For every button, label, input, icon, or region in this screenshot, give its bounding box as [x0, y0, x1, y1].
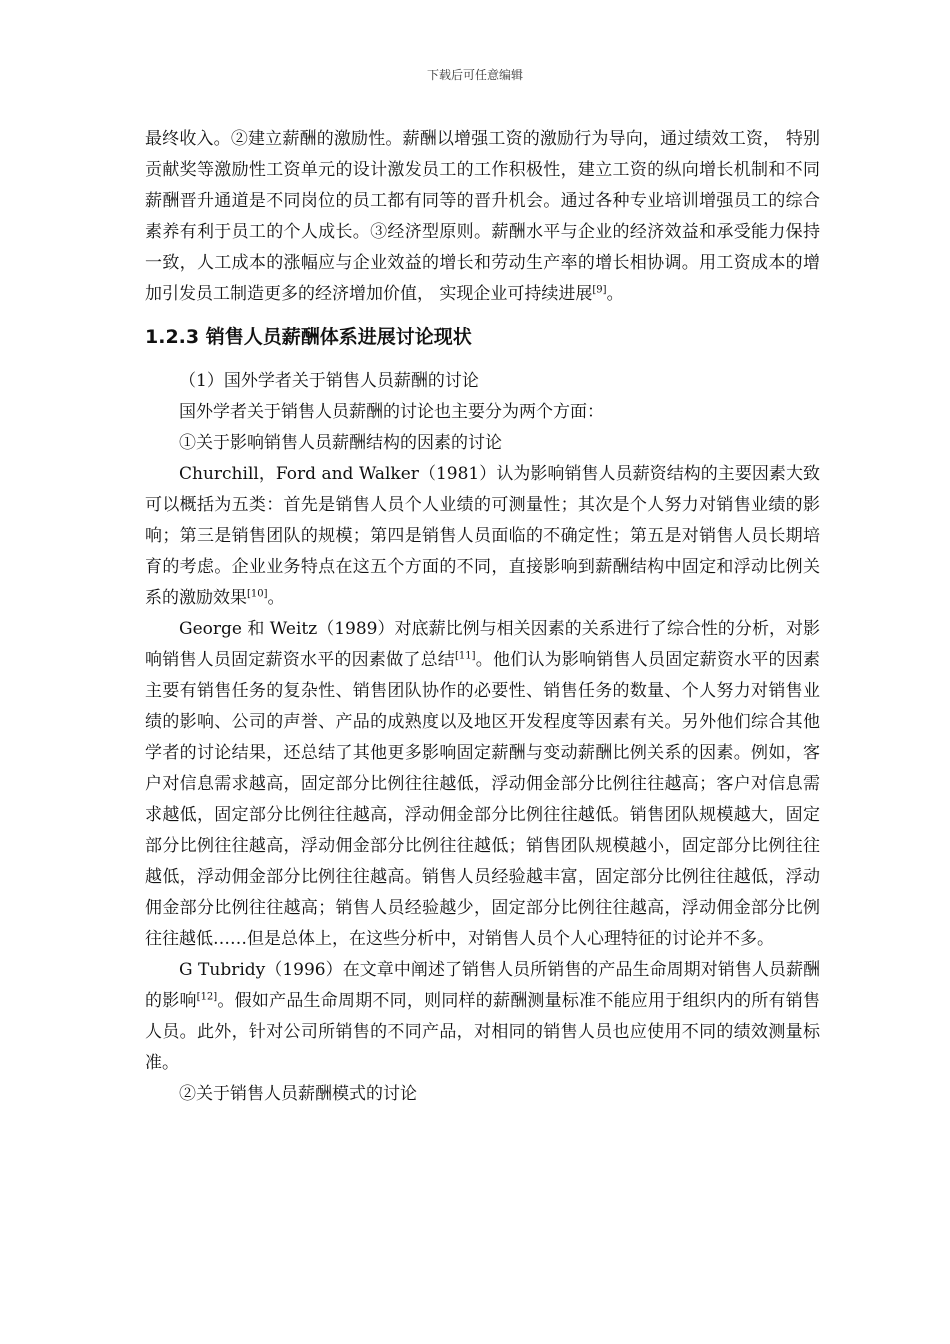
paragraph-tail: 。: [606, 284, 624, 304]
citation-ref: [12]: [196, 991, 218, 1003]
paragraph-two-aspects: 国外学者关于销售人员薪酬的讨论也主要分为两个方面：: [179, 402, 604, 422]
paragraph-compensation-principles: [145, 124, 820, 310]
subheading-foreign-research: （1）国外学者关于销售人员薪酬的讨论: [179, 371, 479, 391]
document-body: [145, 124, 820, 1110]
paragraph-text: 最终收入。②建立薪酬的激励性。薪酬以增强工资的激励行为导向，通过绩效工资， 特别贡献奖等激励性工资单元的设计激发员工的工作积极性，建立工资的纵向增长机制和不同薪酬晋升通道是不同岗位的员工都有同等的晋升机会。通过各种专业培训增强员工的综合素养有利于员工的个人成长。③经济型原则。薪酬水平与企业的经济效益和承受能力保持一致，人工成本的涨幅应与企业效益的增长和劳动生产率的增长相协调。用工资成本的增加引发员工制造更多的经济增加价值， 实现企业可持续进展: [145, 129, 820, 304]
paragraph-tail: 。: [267, 588, 285, 608]
paragraph-text: Churchill，Ford and Walker（1981）认为影响销售人员薪资结构的主要因素大致可以概括为五类：首先是销售人员个人业绩的可测量性；其次是个人努力对销售业绩的影响；第三是销售团队的规模；第四是销售人员面临的不确定性；第五是对销售人员长期培育的考虑。企业业务特点在这五个方面的不同，直接影响到薪酬结构中固定和浮动比例关系的激励效果: [145, 464, 820, 608]
paragraph-tail: 。他们认为影响销售人员固定薪资水平的因素主要有销售任务的复杂性、销售团队协作的必要性、销售任务的数量、个人努力对销售业绩的影响、公司的声誉、产品的成熟度以及地区开发程度等因素有关。另外他们综合其他学者的讨论结果，还总结了其他更多影响固定薪酬与变动薪酬比例关系的因素。例如，客户对信息需求越高，固定部分比例往往越低，浮动佣金部分比例往往越高；客户对信息需求越低，固定部分比例往往越高，浮动佣金部分比例往往越低。销售团队规模越大，固定部分比例往往越高，浮动佣金部分比例往往越低；销售团队规模越小，固定部分比例往往越低，浮动佣金部分比例往往越高。销售人员经验越丰富，固定部分比例往往越低，浮动佣金部分比例往往越高；销售人员经验越少，固定部分比例往往越高，浮动佣金部分比例往往越低……但是总体上，在这些分析中，对销售人员个人心理特征的讨论并不多。: [145, 650, 821, 949]
page-header: 下载后可任意编辑: [426, 68, 523, 82]
section-heading: 1.2.3 销售人员薪酬体系进展讨论现状: [145, 326, 472, 348]
paragraph-text: George 和 Weitz（1989）对底薪比例与相关因素的关系进行了综合性的分析，对影响销售人员固定薪资水平的因素做了总结: [145, 619, 820, 670]
paragraph-tubridy: [145, 955, 820, 1079]
subheading-structure-factors: ①关于影响销售人员薪酬结构的因素的讨论: [179, 433, 502, 453]
paragraph-george-weitz: [145, 614, 820, 955]
paragraph-churchill: [145, 459, 820, 614]
paragraph-tail: 。假如产品生命周期不同，则同样的薪酬测量标准不能应用于组织内的所有销售人员。此外，针对公司所销售的不同产品，对相同的销售人员也应使用不同的绩效测量标准。: [145, 991, 821, 1073]
paragraph-text: G Tubridy（1996）在文章中阐述了销售人员所销售的产品生命周期对销售人员薪酬的影响: [145, 960, 820, 1011]
citation-ref: [9]: [592, 284, 607, 296]
citation-ref: [10]: [247, 588, 268, 600]
subheading-compensation-models: ②关于销售人员薪酬模式的讨论: [179, 1084, 417, 1104]
citation-ref: [11]: [455, 650, 476, 662]
